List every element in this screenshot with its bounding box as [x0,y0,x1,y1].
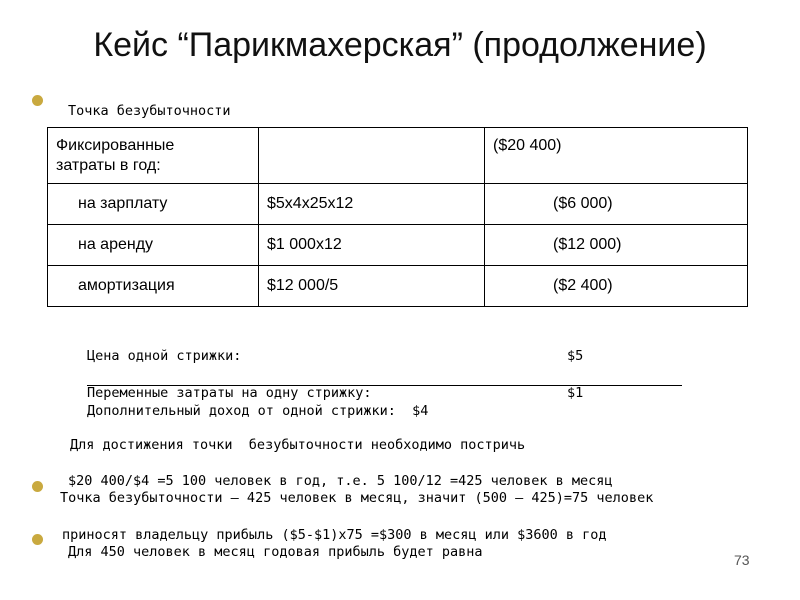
section-subtitle: Точка безубыточности [68,103,231,119]
table-cell [485,184,748,225]
table-row [48,225,748,266]
row-value: ($6 000) [553,195,613,212]
table-cell [485,128,748,184]
row-formula: $5x4x25x12 [267,195,354,212]
table-cell [259,184,485,225]
table-cell [48,225,259,266]
bullet-icon [32,534,43,545]
row-value: ($12 000) [553,236,622,253]
table-cell [259,128,485,184]
table-cell [259,266,485,307]
table-cell [48,184,259,225]
table-row [48,184,748,225]
table-row [48,128,748,184]
text-line-3: Точка безубыточности – 425 человек в месяц, значит (500 – 425)=75 человек [60,490,654,506]
variable-cost-value: $1 [567,385,584,401]
table-cell [485,266,748,307]
bullet-icon [32,95,43,106]
price-value: $5 [567,348,584,364]
row-label: на зарплату [78,195,168,212]
row-formula: $1 000x12 [267,236,342,253]
table-row [48,266,748,307]
table-cell [259,225,485,266]
row-formula: $12 000/5 [267,277,339,294]
extra-income-line: Дополнительный доход от одной стрижки: $4 [87,403,429,419]
row-value: ($2 400) [553,277,613,294]
table-cell [48,128,259,184]
text-line-1: Для достижения точки безубыточности необходимо постричь [70,437,526,453]
fixed-costs-table [47,127,748,307]
slide-title: Кейс “Парикмахерская” (продолжение) [93,26,707,64]
table-cell [48,266,259,307]
row-label: на аренду [78,236,154,253]
row-label: Фиксированные затраты в год: [56,137,175,174]
price-label: Цена одной стрижки: [87,348,242,364]
text-line-5: Для 450 человек в месяц годовая прибыль будет равна [68,544,483,560]
row-value: ($20 400) [493,137,562,154]
table-cell [485,225,748,266]
row-label: амортизация [78,277,175,294]
text-line-4: приносят владельцу прибыль ($5-$1)x75 =$300 в месяц или $3600 в год [62,527,607,543]
row-formula [259,128,484,136]
page-number: 73 [734,552,750,568]
bullet-icon [32,481,43,492]
variable-cost-label: Переменные затраты на одну стрижку: [87,385,372,401]
text-line-2: $20 400/$4 =5 100 человек в год, т.е. 5 100/12 =425 человек в месяц [68,473,613,489]
